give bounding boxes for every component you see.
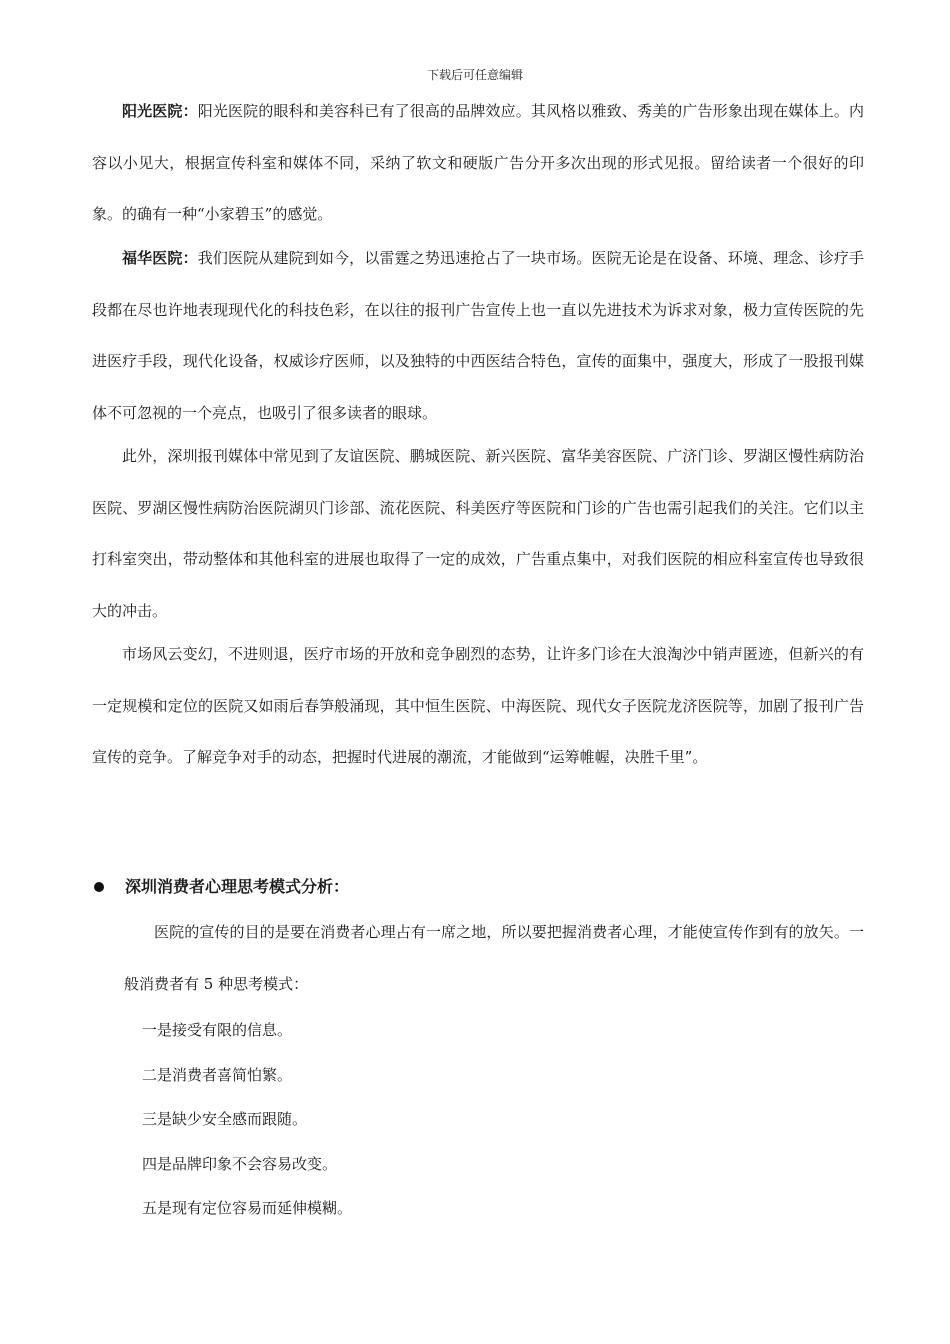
paragraph-label: 阳光医院： xyxy=(122,102,198,120)
paragraph-text: 此外，深圳报刊媒体中常见到了友谊医院、鹏城医院、新兴医院、富华美容医院、广济门诊、罗湖区慢性病防治医院、罗湖区慢性病防治医院湖贝门诊部、流花医院、科美医疗等医院和门诊的广告也需引起我们的关注。它们以主打科室突出，带动整体和其他科室的进展也取得了一定的成效，广告重点集中，对我们医院的相应科室宣传也导致很大的冲击。 xyxy=(92,447,864,620)
section-title: 深圳消费者心理思考模式分析： xyxy=(125,877,350,896)
paragraph-label: 福华医院： xyxy=(122,249,198,267)
section-heading xyxy=(92,872,864,902)
paragraph-text: 市场风云变幻，不进则退，医疗市场的开放和竞争剧烈的态势，让许多门诊在大浪淘沙中销声匿迹，但新兴的有一定规模和定位的医院又如雨后春笋般涌现，其中恒生医院、中海医院、现代女子医院龙济医院等，加剧了报刊广告宣传的竞争。了解竞争对手的动态，把握时代进展的潮流，才能做到“运筹帷幄，决胜千里”。 xyxy=(92,645,864,766)
thinking-modes-list xyxy=(142,1008,352,1231)
list-item: 三是缺少安全感而跟随。 xyxy=(142,1110,308,1128)
list-item: 二是消费者喜简怕繁。 xyxy=(142,1065,293,1084)
paragraph-text: 阳光医院的眼科和美容科已有了很高的品牌效应。其风格以雅致、秀美的广告形象出现在媒体上。内容以小见大，根据宣传科室和媒体不同，采纳了软文和硬版广告分开多次出现的形式见报。留给读者一个很好的印象。的确有一种“小家碧玉”的感觉。 xyxy=(92,102,864,223)
list-item: 五是现有定位容易而延伸模糊。 xyxy=(142,1199,353,1217)
paragraph-market-competition xyxy=(92,629,864,784)
bullet-icon xyxy=(94,882,104,892)
paragraph-other-hospitals xyxy=(92,431,864,637)
section-intro-paragraph: 医院的宣传的目的是要在消费者心理占有一席之地，所以要把握消费者心理，才能使宣传作到有的放矢。一般消费者有 5 种思考模式： xyxy=(124,923,864,993)
list-item: 一是接受有限的信息。 xyxy=(142,1021,293,1039)
paragraph-yangguang-hospital xyxy=(92,86,864,241)
paragraph-fuhua-hospital xyxy=(92,233,864,439)
paragraph-text: 我们医院从建院到如今，以雷霆之势迅速抢占了一块市场。医院无论是在设备、环境、理念、诊疗手段都在尽也许地表现现代化的科技色彩，在以往的报刊广告宣传上也一直以先进技术为诉求对象，极力宣传医院的先进医疗手段，现代化设备，权威诊疗医师，以及独特的中西医结合特色，宣传的面集中，强度大，形成了一股报刊媒体不可忽视的一个亮点，也吸引了很多读者的眼球。 xyxy=(92,249,864,422)
list-item: 四是品牌印象不会容易改变。 xyxy=(142,1154,338,1173)
page-header: 下载后可任意编辑 xyxy=(426,68,523,82)
